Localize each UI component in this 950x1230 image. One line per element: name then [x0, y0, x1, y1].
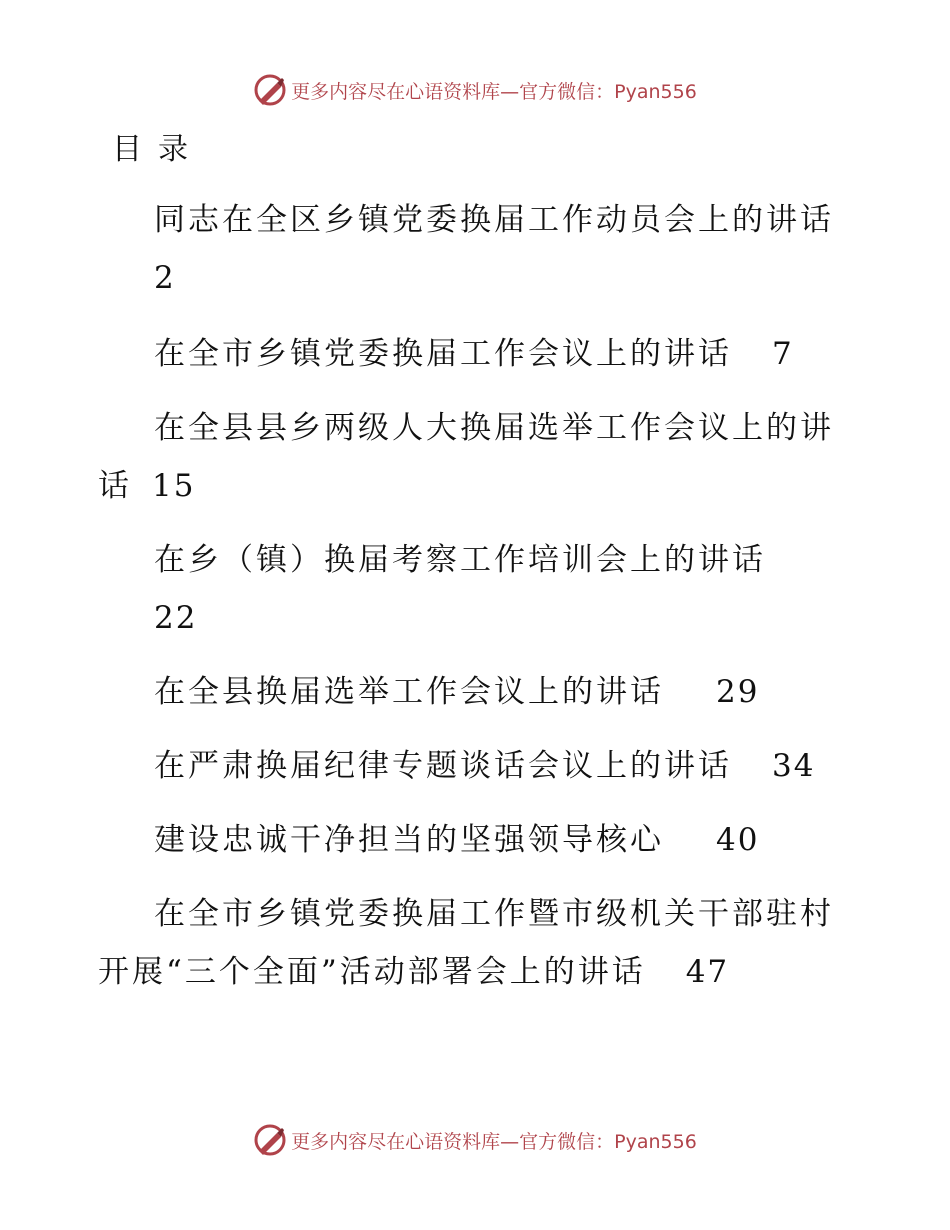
toc-entry-page-number: 7 [772, 336, 794, 372]
toc-entry-3-continued[interactable] [98, 466, 195, 506]
toc-entry-1-title[interactable]: 同志在全区乡镇党委换届工作动员会上的讲话 [154, 202, 834, 238]
toc-entry-title: 在全县换届选举工作会议上的讲话 [154, 674, 664, 710]
toc-entry-1-page [154, 258, 176, 298]
toc-entry-8-title[interactable]: 在全市乡镇党委换届工作暨市级机关干部驻村 [154, 896, 834, 932]
footer-banner [0, 1120, 950, 1160]
toc-entry-4-page [154, 598, 197, 638]
toc-entry-title: 在严肃换届纪律专题谈话会议上的讲话 [154, 748, 732, 784]
toc-entry-8-continued[interactable] [98, 952, 729, 992]
toc-entry-page-number: 40 [716, 822, 760, 858]
toc-entry-title-continued: 话 [98, 468, 132, 504]
toc-entry-title: 建设忠诚干净担当的坚强领导核心 [154, 822, 664, 858]
toc-title: 目录 [112, 132, 204, 167]
toc-entry-page-number: 34 [772, 748, 816, 784]
toc-entry-3-title[interactable]: 在全县县乡两级人大换届选举工作会议上的讲 [154, 410, 834, 446]
toc-entry-4-title[interactable]: 在乡（镇）换届考察工作培训会上的讲话 [154, 542, 766, 578]
toc-entry-page-number: 29 [716, 674, 760, 710]
toc-entry-page-number: 15 [152, 468, 196, 504]
toc-entry-page-number: 2 [154, 260, 176, 296]
toc-entry-title: 在全市乡镇党委换届工作会议上的讲话 [154, 336, 732, 372]
pen-logo-icon [253, 1123, 287, 1157]
banner-text: 更多内容尽在心语资料库—官方微信：Pyan556 [291, 1130, 697, 1153]
banner-text: 更多内容尽在心语资料库—官方微信：Pyan556 [291, 80, 697, 103]
toc-entry-2[interactable] [154, 334, 794, 374]
toc-entry-page-number: 22 [154, 600, 198, 636]
toc-entry-5[interactable] [154, 672, 759, 712]
toc-entry-6[interactable] [154, 746, 815, 786]
toc-entry-title-continued: 开展“三个全面”活动部署会上的讲话 [98, 954, 646, 990]
toc-entry-7[interactable] [154, 820, 759, 860]
toc-entry-page-number: 47 [685, 954, 730, 990]
